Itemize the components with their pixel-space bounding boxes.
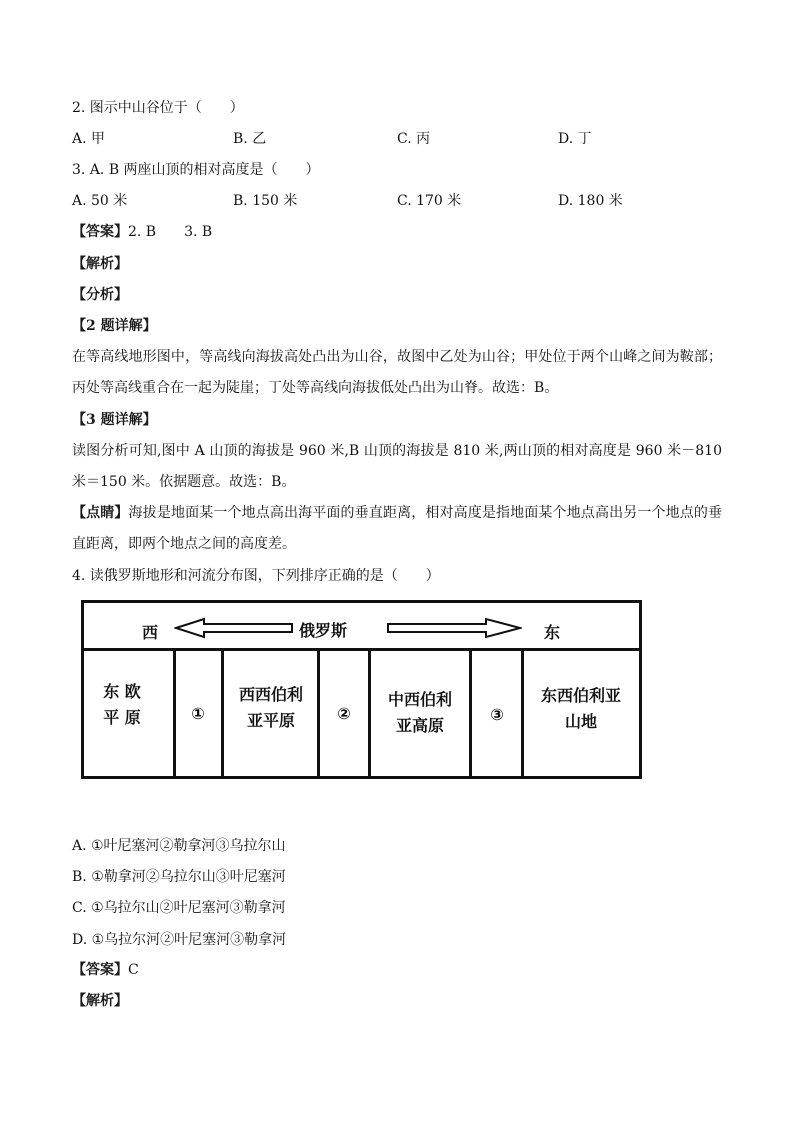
answer2-text: C (128, 962, 139, 978)
cell-6-text: 东西伯利亚 山地 (540, 686, 621, 731)
east-label: 东 (544, 623, 561, 642)
russia-terrain-diagram (81, 600, 642, 779)
cell-4-text: 中西伯利 亚高原 (387, 690, 452, 735)
divider-2 (221, 651, 224, 776)
cell-5-text: ③ (490, 705, 504, 724)
q3-stem: 3. A. B 两座山顶的相对高度是（ ） (72, 162, 320, 178)
cell-3-text: ② (337, 704, 351, 723)
cell-central-siberian-plateau (374, 687, 466, 739)
q4-option-a: A. ①叶尼塞河②勒拿河③乌拉尔山 (72, 838, 286, 854)
cell-marker-3 (475, 702, 519, 728)
dianjing-tag: 【点睛】 (72, 505, 129, 521)
center-label: 俄罗斯 (299, 621, 348, 640)
answer2-tag: 【答案】 (72, 962, 128, 978)
divider-5 (469, 651, 472, 776)
answer2-line (72, 960, 139, 980)
q2-option-b: B. 乙 (233, 131, 267, 147)
q3-option-b: B. 150 米 (233, 193, 298, 209)
dianjing-text: 海拔是地面某一个地点高出海平面的垂直距离，相对高度是指地面某个地点高出另一个地点的垂直距离，即两个地点之间的高度差。 (72, 505, 723, 552)
cell-1-text: ① (191, 704, 205, 723)
answer-text: 2. B 3. B (128, 224, 213, 240)
q3-detail-tag: 【3 题详解】 (72, 412, 157, 428)
east-arrow-icon (386, 617, 522, 639)
q3-option-d: D. 180 米 (558, 193, 623, 209)
q2-option-c: C. 丙 (397, 131, 431, 147)
cell-marker-2 (322, 701, 366, 727)
divider-3 (317, 651, 320, 776)
q2-detail-tag: 【2 题详解】 (72, 318, 157, 334)
q3-option-c: C. 170 米 (397, 193, 462, 209)
q4-option-b: B. ①勒拿河②乌拉尔山③叶尼塞河 (72, 869, 286, 885)
cell-marker-1 (176, 701, 220, 727)
dianjing-paragraph (72, 498, 722, 560)
cell-east-siberian-mountains (525, 683, 637, 735)
q2-option-d: D. 丁 (558, 131, 592, 147)
analysis2-tag: 【解析】 (72, 993, 128, 1009)
q2-option-a: A. 甲 (72, 131, 106, 147)
diagram-header (84, 603, 639, 651)
west-arrow-icon (174, 617, 294, 639)
q2-stem: 2. 图示中山谷位于（ ） (72, 100, 244, 116)
q4-stem: 4. 读俄罗斯地形和河流分布图，下列排序正确的是（ ） (72, 568, 440, 584)
fenxi-tag: 【分析】 (72, 287, 128, 303)
q4-option-c: C. ①乌拉尔山②叶尼塞河③勒拿河 (72, 900, 286, 916)
q4-option-d: D. ①乌拉尔河②叶尼塞河③勒拿河 (72, 932, 287, 948)
analysis-tag: 【解析】 (72, 256, 128, 272)
answer-line (72, 222, 212, 242)
q3-detail-text: 读图分析可知,图中 A 山顶的海拔是 960 米,B 山顶的海拔是 810 米,两山顶的相对高度是 960 米－810 米＝150 米。依据题意。故选：B。 (72, 443, 722, 490)
west-label: 西 (142, 623, 159, 642)
answer-tag: 【答案】 (72, 224, 128, 240)
cell-west-siberian-plain (226, 682, 316, 734)
divider-6 (521, 651, 524, 776)
cell-east-european-plain (92, 679, 152, 731)
cell-0-text: 东 欧 平 原 (103, 682, 141, 727)
cell-2-text: 西西伯利 亚平原 (238, 685, 303, 730)
q2-detail-text: 在等高线地形图中，等高线向海拔高处凸出为山谷，故图中乙处为山谷；甲处位于两个山峰之间为鞍部；丙处等高线重合在一起为陡崖；丁处等高线向海拔低处凸出为山脊。故选：B。 (72, 349, 722, 396)
divider-4 (368, 651, 371, 776)
q3-option-a: A. 50 米 (72, 193, 128, 209)
